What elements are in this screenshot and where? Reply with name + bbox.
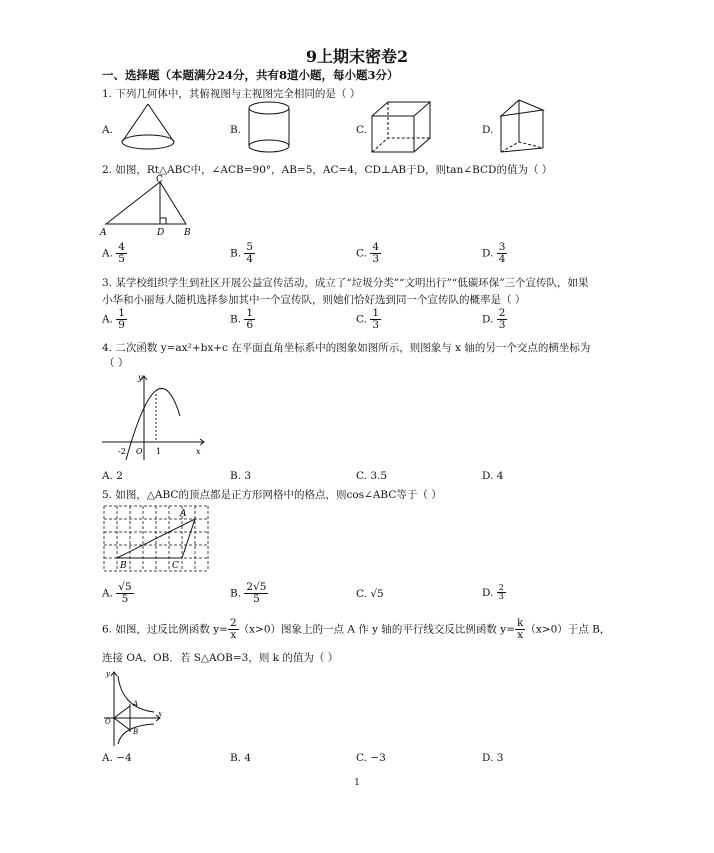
- q4-option-c: C. 3.5: [356, 470, 388, 482]
- q2-option-c: C. $\frac{4}{3}$: [356, 241, 380, 266]
- q1-option-b-label: B.: [230, 124, 242, 136]
- triangular-prism-figure: [497, 98, 547, 156]
- q5-point-c: C: [172, 561, 179, 571]
- q6-origin-label: O: [105, 718, 111, 726]
- section-heading: 一、选择题（本题满分24分，共有8道小题，每小题3分）: [102, 68, 399, 82]
- q5-stem: 5. 如图，△ABC的顶点都是正方形网格中的格点，则cos∠ABC等于（ ）: [102, 489, 442, 501]
- q2-option-b: B. $\frac{5}{4}$: [230, 241, 254, 266]
- q2-stem: 2. 如图，Rt△ABC中，∠ACB=90°，AB=5，AC=4，CD⊥AB于D，则tan∠BCD的值为（ ）: [102, 164, 553, 176]
- q3-option-c: C. $\frac{1}{3}$: [356, 307, 380, 332]
- q2-point-d: D: [157, 228, 165, 238]
- q1-option-c-label: C.: [356, 124, 367, 136]
- q4-neg2-label: -2: [118, 447, 126, 456]
- q2-option-a: A. $\frac{4}{5}$: [102, 241, 125, 266]
- q6-stem-line2: 连接 OA、OB．若 S△AOB=3，则 k 的值为（ ）: [102, 652, 339, 664]
- q3-stem-line2: 小华和小丽每人随机选择参加其中一个宣传队，则她们恰好选到同一个宣传队的概率是（ ）: [102, 294, 526, 306]
- q1-option-d-label: D.: [482, 124, 494, 136]
- q5-grid-figure: [100, 502, 212, 574]
- q6-stem-line1: 6. 如图，过反比例函数 y= $\frac{2}{x}$ （x>0）图象上的一点 A 作 y 轴的平行线交反比例函数 y= $\frac{k}{x}$ （x>0）于点 B，: [102, 617, 611, 642]
- q2-option-d: D. $\frac{3}{4}$: [482, 241, 506, 266]
- cylinder-figure: [244, 100, 294, 156]
- q3-stem-line1: 3. 某学校组织学生到社区开展公益宣传活动，成立了“垃圾分类”“文明出行”“低碳环保”三个宣传队，如果: [102, 277, 589, 289]
- q4-one-label: 1: [156, 447, 162, 456]
- q6-option-b: B. 4: [230, 752, 252, 764]
- q3-option-a: A. $\frac{1}{9}$: [102, 307, 125, 332]
- q5-option-b: B. $\frac{2√5}{5}$: [230, 581, 267, 606]
- q5-option-a: A. $\frac{√5}{5}$: [102, 581, 132, 606]
- q4-option-d: D. 4: [482, 470, 504, 482]
- q2-triangle-figure: [98, 174, 202, 238]
- q5-option-c: C. √5: [356, 588, 384, 600]
- q6-option-d: D. 3: [482, 752, 504, 764]
- q4-parabola-figure: [100, 370, 212, 462]
- q6-y-axis-label: y: [106, 670, 110, 678]
- q3-option-d: D. $\frac{2}{3}$: [482, 307, 506, 332]
- q4-x-axis-label: x: [196, 447, 201, 456]
- q4-stem-line1: 4. 二次函数 y=ax²+bx+c 在平面直角坐标系中的图象如图所示，则图象与 x 轴的另一个交点的横坐标为: [102, 342, 591, 354]
- q6-option-c: C. −3: [356, 752, 386, 764]
- q2-point-c: C: [156, 175, 163, 185]
- q5-point-b: B: [120, 561, 127, 571]
- page-title: 9上期末密卷2: [305, 47, 409, 66]
- q1-stem: 1. 下列几何体中，其俯视图与主视图完全相同的是（ ）: [102, 88, 361, 100]
- q4-stem-line2: （ ）: [104, 357, 129, 369]
- cube-figure: [370, 100, 432, 154]
- q4-option-a: A. 2: [102, 470, 123, 482]
- q4-option-b: B. 3: [230, 470, 252, 482]
- q6-option-a: A. −4: [102, 752, 132, 764]
- page-number: 1: [354, 778, 360, 788]
- q1-option-a-label: A.: [102, 124, 113, 136]
- q3-option-b: B. $\frac{1}{6}$: [230, 307, 254, 332]
- q4-y-axis-label: y: [138, 373, 143, 382]
- q2-point-a: A: [100, 228, 107, 238]
- cone-figure: [118, 102, 178, 154]
- q4-origin-label: O: [136, 447, 143, 456]
- q6-hyperbola-figure: [100, 664, 168, 748]
- q6-x-axis-label: x: [158, 710, 162, 718]
- q5-option-d: D. $\frac{2}{3}$: [482, 583, 504, 602]
- q6-point-b: B: [133, 728, 139, 736]
- q2-point-b: B: [184, 228, 191, 238]
- q5-point-a: A: [180, 509, 187, 519]
- q6-point-a: A: [133, 700, 139, 708]
